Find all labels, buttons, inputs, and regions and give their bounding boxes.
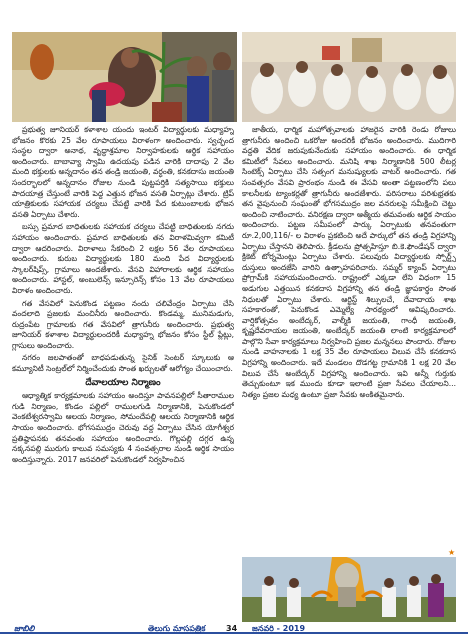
magazine-logo: జాబిలి xyxy=(14,624,35,633)
photo-elderly-gathering xyxy=(242,32,456,122)
star-icon: ★ xyxy=(448,548,456,557)
paragraph: గత వేసవిలో పెనుకొండ పట్టణం నందు చలివేంద్రం ఏర్పాటు చేసి వందలాది ప్రజలకు మంచినీరు అందించారు. కొండమ్మ, మునిమడుగు, రుద్రంపేట గ్రామాలకు గత వేసవిలో త్రాగునీరు అందించారు. ప్రభుత్వ జూనియర్ కళాశాల విద్యార్థులందరికీ మధ్యాహ్న భోజనం కోసం స్టీల్ ప్లేట్లు, గ్లాసులు అందించారు. xyxy=(12,298,234,350)
article-column-right xyxy=(242,125,456,555)
photo-statue-ceremony xyxy=(242,557,456,622)
magazine-subtitle: తెలుగు మాసపత్రిక xyxy=(148,624,206,633)
paragraph: ఆధ్యాత్మిక కార్యక్రమాలకు సహాయం అందిస్తూ పావనపల్లిలో సీతారాముల గుడి నిర్మాణం, కొండం పల్లిలో రాములగుడి నిర్మాణానికి, పెనుకొండలో వెంకటేశ్వరస్వామి ఆలయ నిర్మాణం, సోమందేపల్లి ఆలయ నిర్మాణానికి ఆర్థిక సాయం అందించారు. భోగసముద్రం చెరువు వద్ద ఏర్పాటు చేసిన యోగీశ్వర ప్రతిష్ఠాపనకు తనవంతు సహాయం అందించారు. గొల్లపల్లి దగ్గర ఉన్న నక్కనపల్లి మురుగు కాలువ సమస్యకు 4 సంవత్సరాల నుండి ఆర్థిక సాయం అందిస్తున్నారు. 2017 జనవరిలో పెనుకొండలో నిర్వహించిన xyxy=(12,391,234,464)
section-heading: దేవాలయాల నిర్మాణం xyxy=(85,377,161,388)
issue-date: జనవరి - 2019 xyxy=(252,624,306,633)
page-footer xyxy=(0,622,468,640)
paragraph: నగరం జలపాతంతో బాధపడుతున్న సైనిక్ సెంటర్ స్కూలుకు ఆ కమ్యూనిటీ సెంట్రల్‌లో నిర్మించేందుకు సొంత ఖర్చులతో ఆరోగ్యం చేయించారు. xyxy=(12,353,234,374)
paragraph: జాతీయ, ధార్మిక మహోత్సవాలకు హాజరైన వారికి రెండు రోజులు త్రాగునీరు అందించి ఒకరోజు అందరికీ భోజనం అందించారు. ముదిగారి వద్దతి వేదిక జరుపుకునేందుకు సహాయం అందించారు. ఈ ధార్మిక కమిటీలో సేవలు అందించారు. మనిషి శాఖ నిర్మాణానికి 500 లీటర్ల సింటెక్స్ ఏర్పాటు చేసి సత్సంగ మనుష్యులకు వాటర్ అందించారు. గత సంవత్సరం వేసవి ప్రారంభం నుండి ఈ వేసవి అంతా పట్టణంలోని పలు కాలనీలకు ట్యాంకర్లతో త్రాగునీరు అందజేశారు. పరిసరాలు పరిశుభ్రతకు తన వైపునుంచి సంఘంతో భోగసముద్రం జల వనరులపై సమీక్షించి చెట్టు అందించి నాటించారు. వనిరక్షణ ద్వారా ఆత్మీయ తమవంతు ఆర్థిక సాయం అందించారు. పట్టణ సమీపంలో పార్కు ఏర్పాటుకు తనవంతుగా రూ.2,00,116/- ల విరాళం ప్రకటించి అదే పార్కులో తన తండ్రి విగ్రహాన్ని ఏర్పాటు చేస్తానని తెలిపారు. క్రీడలను ప్రోత్సహిస్తూ బి.కె.ఫౌండేషన్ ద్వారా క్రికెట్ టోర్నమెంట్లు ఏర్పాటు చేశారు. పలువురు విద్యార్థులకు స్పోర్ట్స్ దుస్తులు అందజేసి వారిని ఉత్సాహపరిచారు. సమ్మర్ క్యాంప్ ఏర్పాటు ప్రోగ్రామ్‌కి సహాయమందించారు. రాష్ట్రంలో ఎక్కడా లేని విధంగా 15 అడుగుల ఎత్తయిన కనకదాస విగ్రహాన్ని తన తండ్రి జ్ఞాపకార్థం సొంత నిధులతో ఏర్పాటు చేశారు. ఆర్టిస్ట్ శిల్పులచే, దేవాదాయ శాఖ సహకారంతో, పెనుకొండ ఎమ్మెల్యే సారథ్యంలో ఆవిష్కరించారు. వార్షికోత్సవం అంబేద్కర్, వాల్మీకి జయంతి, గాంధీ జయంతి, కృష్ణదేవరాయల జయంతి, అంబేద్కర్ జయంతి లాంటి కార్యక్రమాలలో పాల్గొని సేవా కార్యక్రమాలు నిర్వహించి ప్రజల మన్ననలు పొందారు. రోజుల నుండి వాహనాలకు 1 లక్ష 35 వేల రూపాయలు విలువ చేసే కనకదాస విగ్రహాన్ని అందించారు. ఇదే మండలం దొడగట్ట గ్రామానికి 1 లక్ష 20 వేల విలువ చేసే అంబేద్కర్ విగ్రహాన్ని అందించారు. ఇవి అన్నీ గుర్తుకు తెచ్చుకుంటూ ఇక ముందు కూడా ఇలాంటి ప్రజా సేవలు చేయాలని... నిత్యం ప్రజల మధ్య ఉంటూ ప్రజా సేవకు అంకితమైనారు. xyxy=(242,125,456,399)
page-number: 34 xyxy=(226,624,238,633)
article-column-left xyxy=(12,125,234,619)
paragraph: బస్సు ప్రమాద బాధితులకు సహాయక చర్యలు చేపట్టి బాధితులకు నగదు సహాయం అందించారు. ప్రమాద బాధితులకు తన విరాళమివ్వగా కమిటీ ద్వారా ఆదరించారు. విరాళాలు సేకరించి 2 లక్షల 56 వేల రూపాయలు అందించారు. కురుబ విద్యార్థులకు 180 మంది పేద విద్యార్థులకు స్కాలర్‌షిప్స్, గ్రామాలు అందజేశారు. వేసవి విహారాలకు ఆర్థిక సహాయం అందించారు. హాస్టల్, అంబులెన్స్ ఇన్సూరెన్స్ కోసం 13 వేల రూపాయలు విరాళం అందించారు. xyxy=(12,222,234,295)
paragraph: ప్రభుత్వ జూనియర్ కళాశాల యందు ఇంటర్ విద్యార్థులకు మధ్యాహ్న భోజనం కొరకు 25 వేల రూపాయలు విరాళంగా అందించారు. స్వచ్ఛంద సంస్థల ద్వారా అనాథ, వృద్ధాశ్రమాల నిర్వాహకులకు ఆర్థిక సహాయం అందించారు. బాబావ్యా స్వామి ఉదయపు పడిన వారికి దాదాపు 2 వేల మంది భక్తులకు అన్నదానం తన తండ్రి జయంతి, వర్ధంతి, కనకదాసు జయంతి సందర్భాలలో అన్నదానం రోజుల నుండి పుట్టపర్తికి సత్యసాయి భక్తులు పాదయాత్ర చేస్తుంటే వారికి పెద్ద ఎత్తున భోజన వసతి ఏర్పాట్లు చేశారు. ట్రిప్ యాత్రికులకు సహాయక చర్యలు చేపట్టి వారికి పేద కుటుంబాలకు భోజన వసతి ఏర్పాటు చేశారు. xyxy=(12,125,234,219)
photo-plant-sapling xyxy=(12,32,237,122)
